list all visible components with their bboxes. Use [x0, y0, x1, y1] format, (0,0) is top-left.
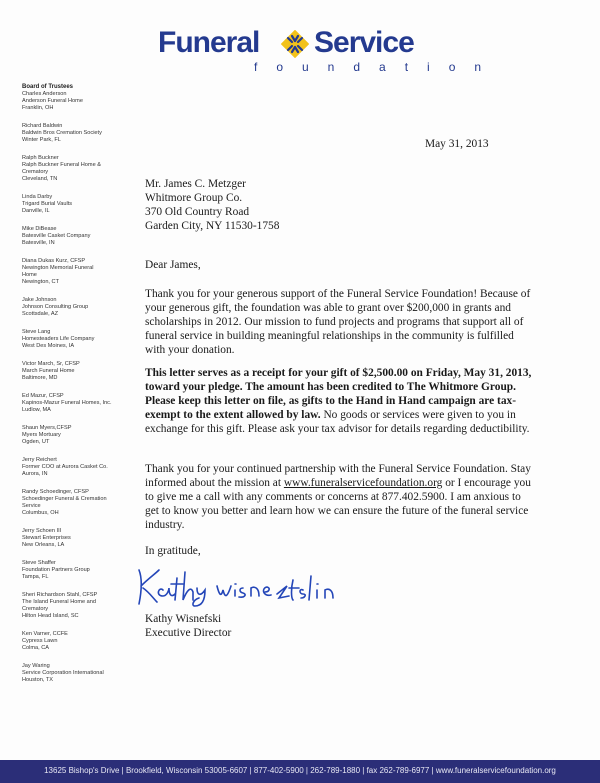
trustee-name: Diana Dukas Kurz, CFSP [22, 258, 86, 264]
address-line: Mr. James C. Metzger [145, 178, 246, 190]
receipt-bold-text: This letter serves as a receipt for your gift of $2,500.00 on Friday, May 31, 2013, toward your pledge. The amount has been credited to The Whitmore Group. Please keep this letter on file, as gifts to the Hand in Hand campaign are tax-exempt to the extent allowed by law. [145, 367, 532, 421]
trustee-detail: West Des Moines, IA [22, 343, 75, 349]
trustee-entry [22, 457, 142, 478]
trustee-name: Shaun Myers,CFSP [22, 425, 72, 431]
trustee-detail: Houston, TX [22, 677, 53, 683]
paragraph-receipt [145, 366, 533, 436]
trustee-name: Victor March, Sr, CFSP [22, 361, 80, 367]
trustee-detail: Franklin, OH [22, 105, 54, 111]
trustee-entry [22, 393, 142, 414]
trustee-entry [22, 123, 142, 144]
board-of-trustees-sidebar [22, 84, 142, 695]
trustee-entry [22, 425, 142, 446]
trustee-detail: Home [22, 272, 37, 278]
trustee-entry [22, 489, 142, 517]
trustee-entry [22, 91, 142, 112]
trustee-entry [22, 592, 142, 620]
trustee-detail: Foundation Partners Group [22, 567, 90, 573]
trustee-detail: Cypress Lawn [22, 638, 58, 644]
paragraph-partnership [145, 462, 533, 532]
handwritten-signature [133, 560, 363, 608]
trustee-detail: Danville, IL [22, 208, 50, 214]
trustee-detail: Batesville Casket Company [22, 233, 91, 239]
footer-bar [0, 760, 600, 783]
trustee-name: Sheri Richardson Stahl, CFSP [22, 592, 98, 598]
trustee-name: Charles Anderson [22, 91, 67, 97]
footer-contact-info: 13625 Bishop's Drive | Brookfield, Wisconsin 53005-6607 | 877-402-5900 | 262-789-1880 | fax 262-789-6977 | www.funeralservicefoundation.org [44, 766, 556, 775]
trustee-detail: Ludlow, MA [22, 407, 51, 413]
trustee-name: Richard Baldwin [22, 123, 63, 129]
trustee-name: Jake Johnson [22, 297, 57, 303]
trustee-detail: The Island Funeral Home and [22, 599, 97, 605]
trustee-name: Ken Varner, CCFE [22, 631, 68, 637]
trustee-detail: Trigard Burial Vaults [22, 201, 73, 207]
receipt-text: No goods or services were given to you in exchange for this gift. Please ask your tax advisor for details regarding deductibility. [145, 409, 530, 435]
signer-title: Executive Director [145, 627, 232, 639]
trustee-detail: Crematory [22, 169, 49, 175]
trustee-detail: Ogden, UT [22, 439, 50, 445]
trustee-detail: Service Corporation International [22, 670, 104, 676]
address-line: 370 Old Country Road [145, 206, 250, 218]
trustee-name: Linda Darby [22, 194, 53, 200]
trustee-name: Mike DiBease [22, 226, 57, 232]
trustee-detail: Batesville, IN [22, 240, 55, 246]
recipient-address [145, 177, 279, 233]
trustee-name: Jay Waring [22, 663, 50, 669]
trustee-detail: March Funeral Home [22, 368, 75, 374]
trustee-detail: Service [22, 503, 41, 509]
trustee-entry [22, 226, 142, 247]
hands-emblem-icon [281, 30, 309, 58]
letter-date: May 31, 2013 [425, 138, 489, 150]
logo-word-service: Service [314, 26, 414, 59]
paragraph-thanks: Thank you for your generous support of the Funeral Service Foundation! Because of your generous gift, the foundation was able to grant over $200,000 in grants and scholarships in 2012. Our mission to fund projects and programs that support all of funeral service in building meaningful relationships in the community is fulfilled with your donation. [145, 288, 531, 356]
trustee-name: Steve Shaffer [22, 560, 56, 566]
trustee-entry [22, 155, 142, 183]
trustee-name: Randy Schoedinger, CFSP [22, 489, 89, 495]
partnership-text-a: Thank you for your continued partnership with the Funeral Service Foundation. Stay informed about the mission at [145, 463, 531, 489]
trustee-entry [22, 329, 142, 350]
trustee-detail: Crematory [22, 606, 49, 612]
trustee-entry [22, 528, 142, 549]
trustee-detail: Stewart Enterprises [22, 535, 71, 541]
trustee-detail: Cleveland, TN [22, 176, 58, 182]
trustee-detail: Hilton Head Island, SC [22, 613, 79, 619]
trustee-entry [22, 361, 142, 382]
logo-subtitle: foundation [254, 60, 501, 74]
trustee-name: Ralph Buckner [22, 155, 59, 161]
trustee-detail: Newington, CT [22, 279, 59, 285]
trustee-entry [22, 631, 142, 652]
partnership-text-b: or I encourage you to give me a call with any comments or concerns at 877.402.5900. I am anxious to get to know you better and learn how we can ensure the future of the funeral service industry. [145, 477, 531, 531]
trustee-entry [22, 194, 142, 215]
greeting: Dear James, [145, 259, 201, 271]
trustee-detail: Anderson Funeral Home [22, 98, 83, 104]
trustee-list [22, 91, 142, 684]
trustee-detail: Myers Mortuary [22, 432, 61, 438]
address-line: Whitmore Group Co. [145, 192, 243, 204]
trustee-detail: Scottsdale, AZ [22, 311, 59, 317]
trustee-detail: Colma, CA [22, 645, 50, 651]
trustee-entry [22, 560, 142, 581]
trustee-name: Jerry Schoen III [22, 528, 62, 534]
trustee-detail: New Orleans, LA [22, 542, 65, 548]
sidebar-heading: Board of Trustees [22, 84, 74, 90]
foundation-logo [158, 26, 501, 86]
trustee-name: Jerry Reichert [22, 457, 57, 463]
trustee-detail: Former COO at Aurora Casket Co. [22, 464, 108, 470]
trustee-detail: Johnson Consulting Group [22, 304, 89, 310]
trustee-detail: Aurora, IN [22, 471, 48, 477]
trustee-detail: Baltimore, MD [22, 375, 58, 381]
trustee-name: Ed Mazur, CFSP [22, 393, 64, 399]
trustee-name: Steve Lang [22, 329, 51, 335]
trustee-detail: Winter Park, FL [22, 137, 61, 143]
trustee-detail: Newington Memorial Funeral [22, 265, 94, 271]
trustee-entry [22, 258, 142, 286]
closing: In gratitude, [145, 545, 201, 557]
address-line: Garden City, NY 11530-1758 [145, 220, 280, 232]
trustee-entry [22, 663, 142, 684]
trustee-detail: Schoedinger Funeral & Cremation [22, 496, 107, 502]
trustee-detail: Ralph Buckner Funeral Home & [22, 162, 101, 168]
trustee-detail: Homesteaders Life Company [22, 336, 95, 342]
trustee-detail: Kapinos-Mazur Funeral Homes, Inc. [22, 400, 112, 406]
logo-word-funeral: Funeral [158, 26, 260, 59]
website-link[interactable]: www.funeralservicefoundation.org [283, 477, 443, 489]
signer-name: Kathy Wisnefski [145, 613, 222, 625]
trustee-entry [22, 297, 142, 318]
trustee-detail: Tampa, FL [22, 574, 49, 580]
trustee-detail: Columbus, OH [22, 510, 59, 516]
trustee-detail: Baldwin Bros Cremation Society [22, 130, 102, 136]
